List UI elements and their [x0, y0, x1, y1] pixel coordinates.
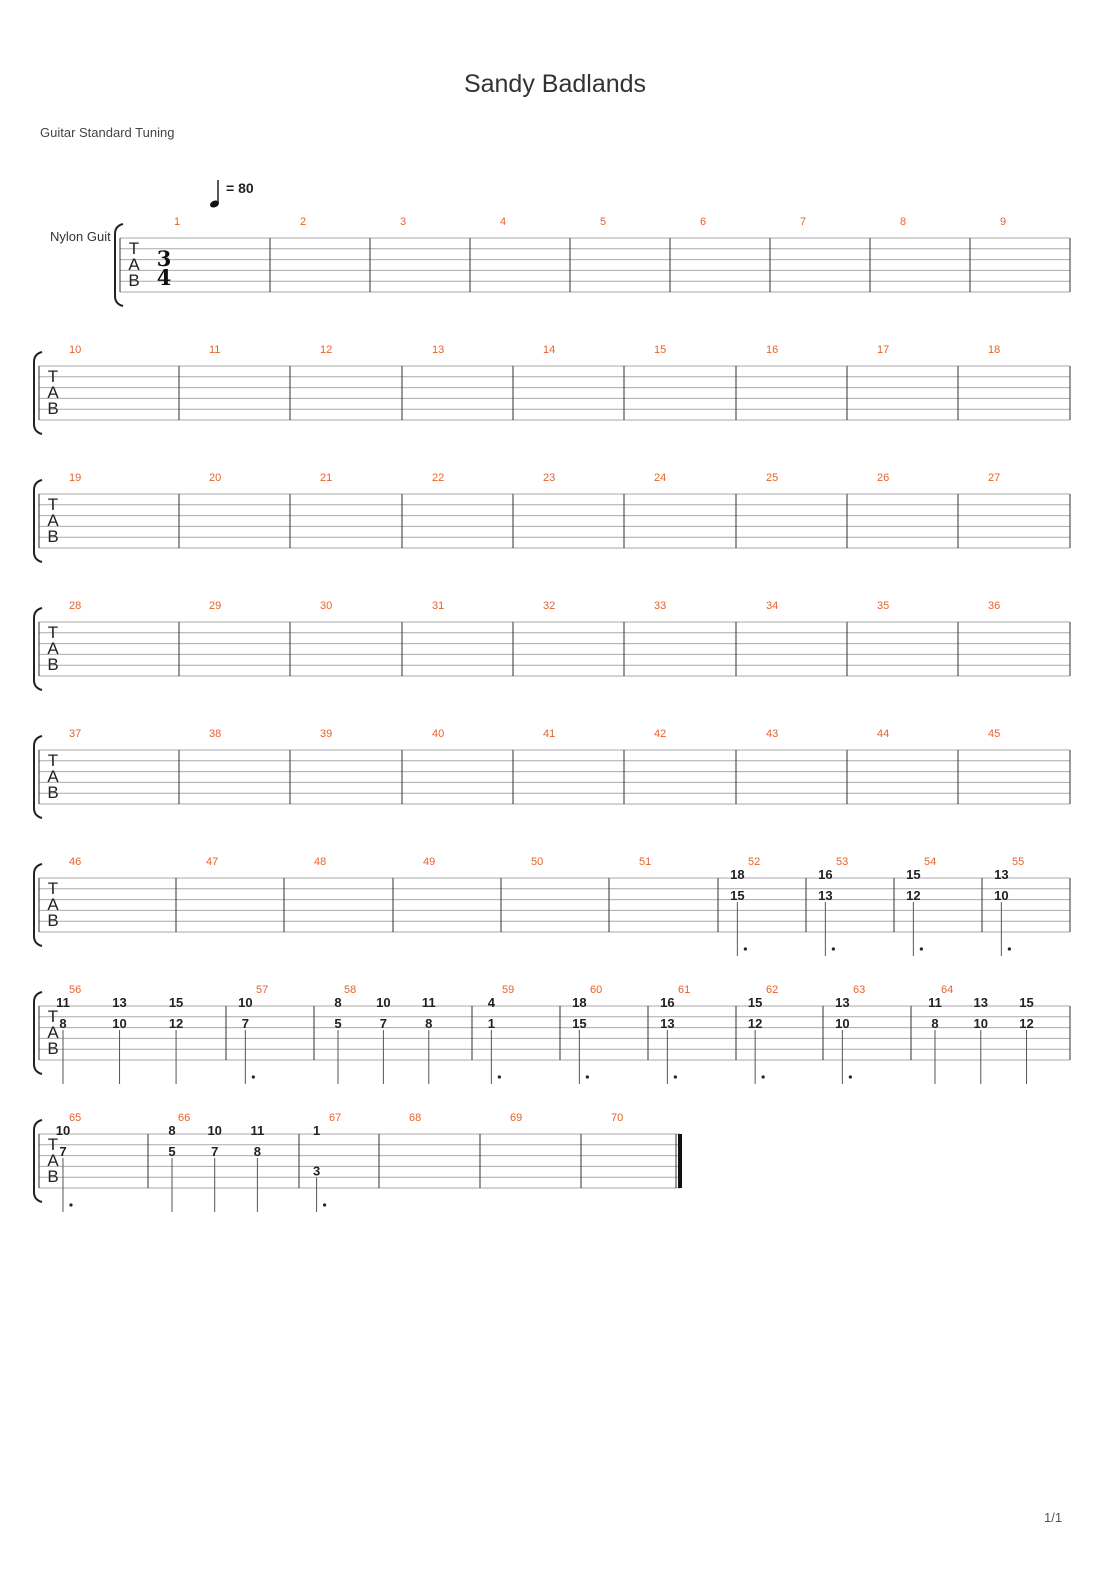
bar-number: 20 [209, 472, 222, 484]
tab-clef-letter: B [47, 783, 59, 802]
bar-number: 56 [69, 984, 82, 996]
fret-number: 10 [207, 1123, 222, 1138]
rhythm-dot [744, 947, 747, 950]
bar-number: 47 [206, 856, 219, 868]
time-signature-top: 3 [156, 246, 172, 271]
fret-number: 7 [59, 1144, 67, 1159]
tab-clef-letter: T [47, 623, 59, 642]
fret-number: 1 [312, 1123, 321, 1138]
fret-number: 13 [112, 995, 127, 1010]
bar-number: 52 [748, 856, 761, 868]
bar-number: 55 [1012, 856, 1025, 868]
fret-number: 5 [168, 1144, 176, 1159]
fret-number: 11 [928, 995, 942, 1010]
bar-number: 23 [543, 472, 556, 484]
tab-clef-letter: B [47, 527, 59, 546]
bar-number: 4 [500, 216, 507, 228]
bar-number: 27 [988, 472, 1001, 484]
bar-number: 1 [174, 216, 181, 228]
tab-system-7 [34, 984, 1070, 1084]
rhythm-dot [498, 1075, 501, 1078]
fret-number: 8 [334, 995, 342, 1010]
fret-number: 8 [425, 1016, 433, 1031]
bar-number: 62 [766, 984, 779, 996]
bar-number: 44 [877, 728, 890, 740]
fret-number: 12 [747, 1016, 763, 1031]
fret-number: 11 [421, 995, 436, 1010]
bar-number: 24 [654, 472, 667, 484]
tab-clef-letter: A [47, 895, 59, 914]
bar-number: 26 [877, 472, 890, 484]
fret-number: 16 [660, 995, 675, 1010]
fret-number: 10 [238, 995, 253, 1010]
fret-number: 13 [660, 1016, 675, 1031]
bar-number: 36 [988, 600, 1001, 612]
bar-number: 70 [611, 1112, 624, 1124]
bar-number: 30 [320, 600, 333, 612]
fret-number: 8 [59, 1016, 67, 1031]
bar-number: 9 [1000, 216, 1007, 228]
system-bracket [34, 992, 42, 1074]
bar-number: 7 [800, 216, 807, 228]
tab-clef-letter: B [47, 399, 59, 418]
bar-number: 58 [344, 984, 357, 996]
bar-number: 31 [432, 600, 445, 612]
bar-number: 60 [590, 984, 603, 996]
page-number: 1/1 [1044, 1510, 1063, 1525]
system-bracket [34, 608, 42, 690]
tab-system-1 [115, 216, 1070, 306]
bar-number: 51 [639, 856, 652, 868]
tab-system-5 [34, 728, 1070, 818]
fret-number: 1 [487, 1016, 495, 1031]
bar-number: 41 [543, 728, 556, 740]
bar-number: 2 [300, 216, 307, 228]
tab-system-6 [34, 856, 1070, 956]
fret-number: 4 [487, 995, 495, 1010]
bar-number: 46 [69, 856, 82, 868]
tab-clef-letter: B [47, 655, 59, 674]
fret-number: 8 [931, 1016, 939, 1031]
tab-system-2 [34, 344, 1070, 434]
fret-number: 16 [818, 867, 833, 882]
bar-number: 33 [654, 600, 667, 612]
track-name: Nylon Guit [50, 229, 111, 244]
fret-number: 15 [747, 995, 763, 1010]
fret-number: 13 [994, 867, 1009, 882]
bar-number: 17 [877, 344, 890, 356]
rhythm-dot [849, 1075, 852, 1078]
bar-number: 13 [432, 344, 445, 356]
tuning-label: Guitar Standard Tuning [40, 125, 175, 140]
fret-number: 12 [168, 1016, 184, 1031]
rhythm-dot [832, 947, 835, 950]
fret-number: 18 [730, 867, 745, 882]
bar-number: 15 [654, 344, 667, 356]
bar-number: 34 [766, 600, 779, 612]
tab-clef-letter: A [47, 383, 59, 402]
system-bracket [34, 352, 42, 434]
fret-number: 13 [835, 995, 850, 1010]
tab-clef-letter: T [47, 495, 59, 514]
bar-number: 28 [69, 600, 82, 612]
system-bracket [115, 224, 123, 306]
bar-number: 68 [409, 1112, 422, 1124]
fret-number: 10 [55, 1123, 71, 1138]
rhythm-dot [586, 1075, 589, 1078]
fret-number: 10 [994, 888, 1009, 903]
tab-clef-letter: B [47, 1039, 59, 1058]
fret-number: 13 [973, 995, 989, 1010]
rhythm-dot [1008, 947, 1011, 950]
fret-number: 7 [211, 1144, 219, 1159]
bar-number: 3 [400, 216, 407, 228]
bar-number: 42 [654, 728, 667, 740]
system-bracket [34, 480, 42, 562]
bar-number: 49 [423, 856, 436, 868]
fret-number: 15 [906, 867, 921, 882]
bar-number: 19 [69, 472, 82, 484]
bar-number: 69 [510, 1112, 523, 1124]
fret-number: 10 [835, 1016, 850, 1031]
bar-number: 11 [209, 344, 221, 356]
system-bracket [34, 1120, 42, 1202]
tab-system-4 [34, 600, 1070, 690]
bar-number: 35 [877, 600, 890, 612]
bar-number: 22 [432, 472, 445, 484]
tab-clef-letter: A [47, 1151, 59, 1170]
fret-number: 10 [973, 1016, 989, 1031]
tab-system-8 [34, 1112, 680, 1212]
rhythm-dot [69, 1203, 72, 1206]
bar-number: 64 [941, 984, 954, 996]
system-bracket [34, 736, 42, 818]
bar-number: 6 [700, 216, 707, 228]
fret-number: 15 [1019, 995, 1034, 1010]
bar-number: 14 [543, 344, 556, 356]
bar-number: 59 [502, 984, 515, 996]
fret-number: 11 [56, 995, 70, 1010]
rhythm-dot [920, 947, 923, 950]
tab-clef-letter: A [47, 511, 59, 530]
bar-number: 53 [836, 856, 849, 868]
bar-number: 10 [69, 344, 82, 356]
fret-number: 8 [168, 1123, 176, 1138]
tab-clef-letter: A [47, 767, 59, 786]
tab-system-3 [34, 472, 1070, 562]
bar-number: 50 [531, 856, 544, 868]
tab-clef-letter: B [47, 911, 59, 930]
tab-clef-letter: T [47, 751, 59, 770]
bar-number: 25 [766, 472, 779, 484]
fret-number: 15 [572, 1016, 587, 1031]
fret-number: 15 [730, 888, 745, 903]
bar-number: 12 [320, 344, 333, 356]
bar-number: 40 [432, 728, 445, 740]
bar-number: 61 [678, 984, 691, 996]
tab-clef-letter: B [128, 271, 140, 290]
bar-number: 66 [178, 1112, 191, 1124]
bar-number: 5 [600, 216, 607, 228]
bar-number: 18 [988, 344, 1001, 356]
fret-number: 18 [572, 995, 587, 1010]
bar-number: 38 [209, 728, 222, 740]
fret-number: 3 [312, 1163, 321, 1179]
tab-clef-letter: A [128, 255, 140, 274]
fret-number: 7 [379, 1016, 388, 1031]
bar-number: 57 [256, 984, 269, 996]
fret-number: 10 [376, 995, 391, 1010]
system-bracket [34, 864, 42, 946]
bar-number: 67 [329, 1112, 342, 1124]
tab-clef-letter: T [47, 367, 59, 386]
song-title: Sandy Badlands [463, 70, 647, 98]
bar-number: 43 [766, 728, 779, 740]
fret-number: 7 [241, 1016, 249, 1031]
bar-number: 54 [924, 856, 937, 868]
bar-number: 29 [209, 600, 222, 612]
fret-number: 5 [334, 1016, 342, 1031]
fret-number: 8 [253, 1144, 262, 1159]
tempo-marking: = 80 [226, 180, 254, 196]
bar-number: 65 [69, 1112, 82, 1124]
bar-number: 45 [988, 728, 1001, 740]
fret-number: 13 [818, 888, 833, 903]
rhythm-dot [674, 1075, 677, 1078]
bar-number: 39 [320, 728, 333, 740]
rhythm-dot [762, 1075, 765, 1078]
bar-number: 16 [766, 344, 779, 356]
fret-number: 12 [906, 888, 921, 903]
fret-number: 12 [1019, 1016, 1034, 1031]
tab-clef-letter: T [47, 879, 59, 898]
tab-clef-letter: T [128, 239, 140, 258]
bar-number: 37 [69, 728, 82, 740]
rhythm-dot [323, 1203, 326, 1206]
tab-clef-letter: A [47, 639, 59, 658]
bar-number: 63 [853, 984, 866, 996]
bar-number: 48 [314, 856, 327, 868]
time-signature-bottom: 4 [156, 265, 172, 290]
fret-number: 10 [112, 1016, 127, 1031]
fret-number: 15 [168, 995, 184, 1010]
tab-clef-letter: B [47, 1167, 59, 1186]
bar-number: 21 [320, 472, 333, 484]
rhythm-dot [252, 1075, 255, 1078]
tab-clef-letter: T [47, 1135, 59, 1154]
bar-number: 8 [900, 216, 907, 228]
bar-number: 32 [543, 600, 556, 612]
fret-number: 11 [250, 1123, 265, 1138]
tab-clef-letter: T [47, 1007, 59, 1026]
tab-clef-letter: A [47, 1023, 59, 1042]
